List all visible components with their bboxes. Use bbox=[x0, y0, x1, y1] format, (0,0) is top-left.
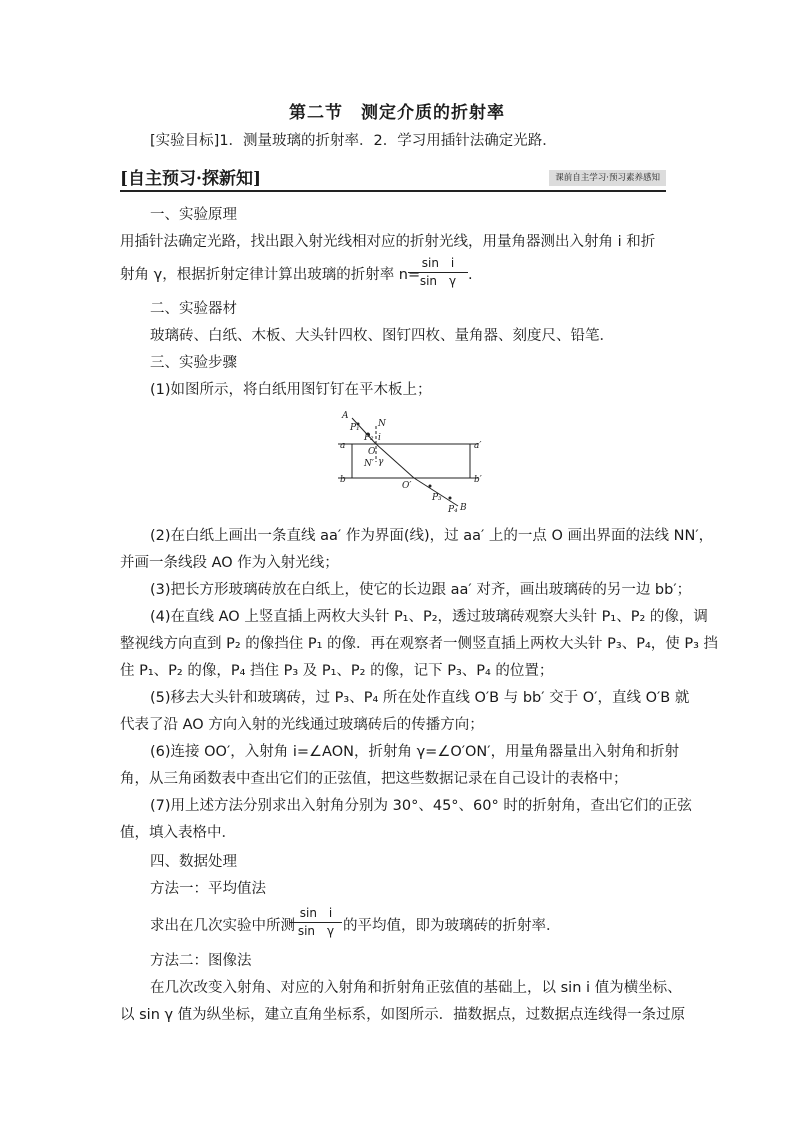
step-4-a: (4)在直线 AO 上竖直插上两枚大头针 P₁、P₂，透过玻璃砖观察大头针 P₁、P₂ 的像，调 bbox=[150, 609, 708, 625]
pin-p3 bbox=[429, 485, 432, 488]
label-o-prime: O′ bbox=[402, 481, 412, 491]
label-n-prime: N′ bbox=[364, 459, 374, 469]
method-1-text-a: 求出在几次实验中所测 bbox=[150, 918, 295, 934]
section1-text-end: . bbox=[468, 267, 473, 283]
label-i: i bbox=[378, 433, 381, 443]
step-3: (3)把长方形玻璃砖放在白纸上，使它的长边跟 aa′ 对齐，画出玻璃砖的另一边 bb′； bbox=[150, 582, 692, 598]
label-gamma: γ bbox=[378, 457, 384, 467]
step-2-a: (2)在白纸上画出一条直线 aa′ 作为界面(线)，过 aa′ 上的一点 O 画出界面的法线 NN′， bbox=[150, 528, 714, 544]
step-6-b: 角，从三角函数表中查出它们的正弦值，把这些数据记录在自己设计的表格中； bbox=[120, 771, 628, 787]
page-title: 第二节 测定介质的折射率 bbox=[289, 103, 505, 123]
label-p4: P₄ bbox=[448, 505, 458, 515]
refraction-formula bbox=[408, 256, 468, 288]
ratio-fraction-bar bbox=[290, 922, 342, 923]
method-2-text-a: 在几次改变入射角、对应的入射角和折射角正弦值的基础上，以 sin i 值为横坐标、 bbox=[150, 980, 682, 996]
step-6-a: (6)连接 OO′，入射角 i=∠AON，折射角 γ=∠O′ON′，用量角器量出入射角和折射 bbox=[150, 744, 680, 760]
method-1: 方法一：平均值法 bbox=[150, 881, 266, 897]
label-p2: P₂ bbox=[364, 433, 374, 443]
label-b-end: B bbox=[460, 503, 467, 513]
experiment-goal: [实验目标]1．测量玻璃的折射率．2．学习用插针法确定光路． bbox=[150, 133, 557, 149]
label-b-prime: b′ bbox=[474, 475, 482, 485]
label-a-prime: a′ bbox=[474, 441, 482, 451]
label-a-left: a bbox=[340, 441, 346, 451]
method-2: 方法二：图像法 bbox=[150, 953, 252, 969]
label-o: O bbox=[368, 447, 376, 457]
step-1: (1)如图所示，将白纸用图钉钉在平木板上； bbox=[150, 382, 432, 398]
ratio-numerator: sin i bbox=[299, 906, 333, 920]
ratio-formula bbox=[290, 906, 342, 938]
step-5-a: (5)移去大头针和玻璃砖，过 P₃、P₄ 所在处作直线 O′B 与 bb′ 交于 O′，直线 O′B 就 bbox=[150, 690, 690, 706]
step-7-b: 值，填入表格中． bbox=[120, 825, 236, 841]
label-n: N bbox=[378, 419, 386, 429]
method-1-text-b: 的平均值，即为玻璃砖的折射率． bbox=[343, 918, 561, 934]
ratio-denominator: sin γ bbox=[297, 924, 335, 938]
pin-p4 bbox=[449, 497, 452, 500]
section3-heading: 三、实验步骤 bbox=[150, 355, 237, 371]
section4-heading: 四、数据处理 bbox=[150, 854, 237, 870]
label-p3: P₃ bbox=[432, 493, 442, 503]
method-2-text-b: 以 sin γ 值为纵坐标，建立直角坐标系，如图所示．描数据点，过数据点连线得一条过原 bbox=[120, 1007, 686, 1023]
label-a-upper: A bbox=[342, 411, 349, 421]
step-5-b: 代表了沿 AO 方向入射的光线通过玻璃砖后的传播方向； bbox=[120, 717, 484, 733]
banner-tag: 课前自主学习·预习素养感知 bbox=[549, 170, 666, 186]
section2-heading: 二、实验器材 bbox=[150, 301, 237, 317]
section1-heading: 一、实验原理 bbox=[150, 207, 237, 223]
step-4-c: 住 P₁、P₂ 的像，P₄ 挡住 P₃ 及 P₁、P₂ 的像，记下 P₃、P₄ 的位置； bbox=[120, 663, 554, 679]
step-2-b: 并画一条线段 AO 作为入射光线； bbox=[120, 555, 339, 571]
fraction-bar bbox=[408, 272, 468, 273]
label-p1: P₁ bbox=[350, 423, 360, 433]
section1-text-b: 射角 γ，根据折射定律计算出玻璃的折射率 n= bbox=[120, 267, 421, 283]
label-b-left: b bbox=[340, 475, 346, 485]
formula-numerator: sin i bbox=[421, 256, 455, 270]
section1-text-a: 用插针法确定光路，找出跟入射光线相对应的折射光线，用量角器测出入射角 i 和折 bbox=[120, 234, 656, 250]
formula-denominator: sin γ bbox=[419, 274, 457, 288]
experiment-diagram bbox=[338, 406, 498, 516]
step-4-b: 整视线方向直到 P₂ 的像挡住 P₁ 的像．再在观察者一侧竖直插上两枚大头针 P₃、P₄，使 P₃ 挡 bbox=[120, 636, 719, 652]
section2-text: 玻璃砖、白纸、木板、大头针四枚、图钉四枚、量角器、刻度尺、铅笔． bbox=[150, 328, 614, 344]
section-banner bbox=[120, 162, 666, 192]
step-7-a: (7)用上述方法分别求出入射角分别为 30°、45°、60° 时的折射角，查出它们的正弦 bbox=[150, 798, 692, 814]
banner-heading: [自主预习·探新知] bbox=[120, 169, 262, 189]
